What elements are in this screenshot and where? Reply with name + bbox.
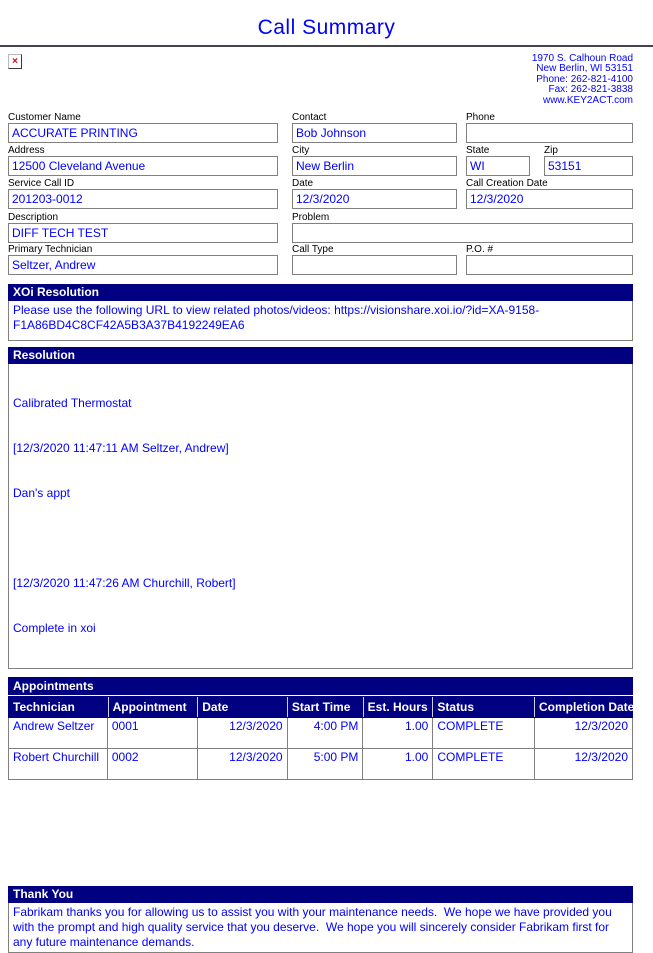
appointment-est-hours: 1.00 — [363, 749, 433, 780]
service-call-id-label: Service Call ID — [8, 178, 75, 190]
appointment-number: 0002 — [108, 749, 198, 780]
phone-field — [466, 112, 633, 143]
company-address-line: New Berlin, WI 53151 — [536, 63, 633, 75]
call-type-label: Call Type — [292, 244, 334, 256]
thank-you-message: Fabrikam thanks you for allowing us to assist you with your maintenance needs. We hope we have provided you with the prompt and high quality service that you deserve. We hope you will sincerely consider Fabrikam first for any future maintenance demands. — [8, 903, 633, 953]
xoi-resolution-header: XOi Resolution — [8, 284, 633, 301]
column-header-appointment: Appointment — [108, 697, 198, 717]
service-call-id-field — [8, 178, 278, 209]
column-header-completion-date: Completion Date — [534, 697, 632, 717]
customer-name-value[interactable]: ACCURATE PRINTING — [8, 123, 278, 143]
appointment-technician: Robert Churchill — [9, 749, 108, 780]
contact-label: Contact — [292, 112, 327, 124]
zip-label: Zip — [544, 145, 558, 157]
problem-field — [292, 212, 633, 243]
contact-value[interactable]: Bob Johnson — [292, 123, 457, 143]
address-value[interactable]: 12500 Cleveland Avenue — [8, 156, 278, 176]
description-field — [8, 212, 278, 243]
description-value[interactable]: DIFF TECH TEST — [8, 223, 278, 243]
call-creation-date-value[interactable]: 12/3/2020 — [466, 189, 633, 209]
resolution-note-line: Dan's appt — [13, 486, 70, 501]
appointment-status: COMPLETE — [433, 718, 535, 749]
call-type-value[interactable] — [292, 255, 457, 275]
service-call-id-value[interactable]: 201203-0012 — [8, 189, 278, 209]
call-creation-date-field — [466, 178, 633, 209]
problem-label: Problem — [292, 212, 330, 224]
address-label: Address — [8, 145, 45, 157]
broken-image-x-glyph: × — [12, 55, 18, 67]
appointment-completion-date: 12/3/2020 — [535, 718, 633, 749]
phone-label: Phone — [466, 112, 495, 124]
resolution-note-line: [12/3/2020 11:47:26 AM Churchill, Robert] — [13, 576, 236, 591]
appointment-completion-date: 12/3/2020 — [535, 749, 633, 780]
xoi-resolution-section — [8, 284, 633, 341]
appointment-start-time: 5:00 PM — [288, 749, 364, 780]
column-header-status: Status — [432, 697, 534, 717]
company-address-block — [532, 54, 633, 106]
appointment-start-time: 4:00 PM — [288, 718, 364, 749]
primary-technician-label: Primary Technician — [8, 244, 93, 256]
company-website-link[interactable]: www.KEY2ACT.com — [542, 94, 633, 106]
company-fax-line: Fax: 262-821-3838 — [548, 84, 633, 96]
company-phone-line: Phone: 262-821-4100 — [536, 73, 633, 85]
city-value[interactable]: New Berlin — [292, 156, 457, 176]
resolution-note-line: Calibrated Thermostat — [13, 396, 132, 411]
title-divider — [0, 45, 653, 47]
thank-you-header: Thank You — [8, 886, 633, 903]
appointment-number: 0001 — [108, 718, 198, 749]
resolution-note-line: [12/3/2020 11:47:11 AM Seltzer, Andrew] — [13, 441, 229, 456]
contact-field — [292, 112, 457, 143]
resolution-header: Resolution — [8, 347, 633, 364]
xoi-resolution-link-text[interactable]: Please use the following URL to view related photos/videos: https://visionshare.xoi.io/?id=XA-9158-F1A86BD4C8CF42A5B3A37B4192249EA6 — [8, 301, 633, 341]
date-value[interactable]: 12/3/2020 — [292, 189, 457, 209]
date-label: Date — [292, 178, 314, 190]
state-value[interactable]: WI — [466, 156, 530, 176]
call-info-fields — [0, 112, 653, 275]
primary-technician-value[interactable]: Seltzer, Andrew — [8, 255, 278, 275]
zip-value[interactable]: 53151 — [544, 156, 633, 176]
column-header-est-hours: Est. Hours — [363, 697, 433, 717]
state-label: State — [466, 145, 490, 157]
call-type-field — [292, 244, 457, 275]
broken-image-icon — [8, 54, 22, 69]
description-label: Description — [8, 212, 59, 224]
appointment-est-hours: 1.00 — [363, 718, 433, 749]
city-field — [292, 145, 457, 176]
city-label: City — [292, 145, 310, 157]
appointment-row — [8, 749, 633, 780]
appointment-status: COMPLETE — [433, 749, 535, 780]
resolution-notes — [8, 364, 633, 669]
appointments-section — [8, 677, 633, 780]
date-field — [292, 178, 457, 209]
appointment-date: 12/3/2020 — [198, 718, 288, 749]
address-field — [8, 145, 278, 176]
po-number-value[interactable] — [466, 255, 633, 275]
resolution-note-line: Complete in xoi — [13, 621, 96, 636]
appointments-header: Appointments — [8, 677, 633, 695]
po-number-field — [466, 244, 633, 275]
page-title: Call Summary — [257, 16, 396, 39]
customer-name-label: Customer Name — [8, 112, 81, 124]
phone-value[interactable] — [466, 123, 633, 143]
appointments-column-headers — [8, 696, 633, 718]
column-header-start-time: Start Time — [287, 697, 363, 717]
state-field — [466, 145, 530, 176]
appointment-date: 12/3/2020 — [198, 749, 288, 780]
column-header-technician: Technician — [13, 700, 75, 715]
company-address-line: 1970 S. Calhoun Road — [531, 53, 633, 64]
appointment-technician: Andrew Seltzer — [9, 718, 108, 749]
customer-name-field — [8, 112, 278, 143]
primary-technician-field — [8, 244, 278, 275]
resolution-section — [8, 347, 633, 669]
po-number-label: P.O. # — [466, 244, 494, 256]
zip-field — [544, 145, 633, 176]
report-header — [0, 54, 653, 106]
resolution-note-line — [13, 531, 628, 546]
column-header-date: Date — [197, 697, 287, 717]
thank-you-section — [8, 886, 633, 953]
problem-value[interactable] — [292, 223, 633, 243]
appointment-row — [8, 718, 633, 749]
call-creation-date-label: Call Creation Date — [466, 178, 548, 190]
